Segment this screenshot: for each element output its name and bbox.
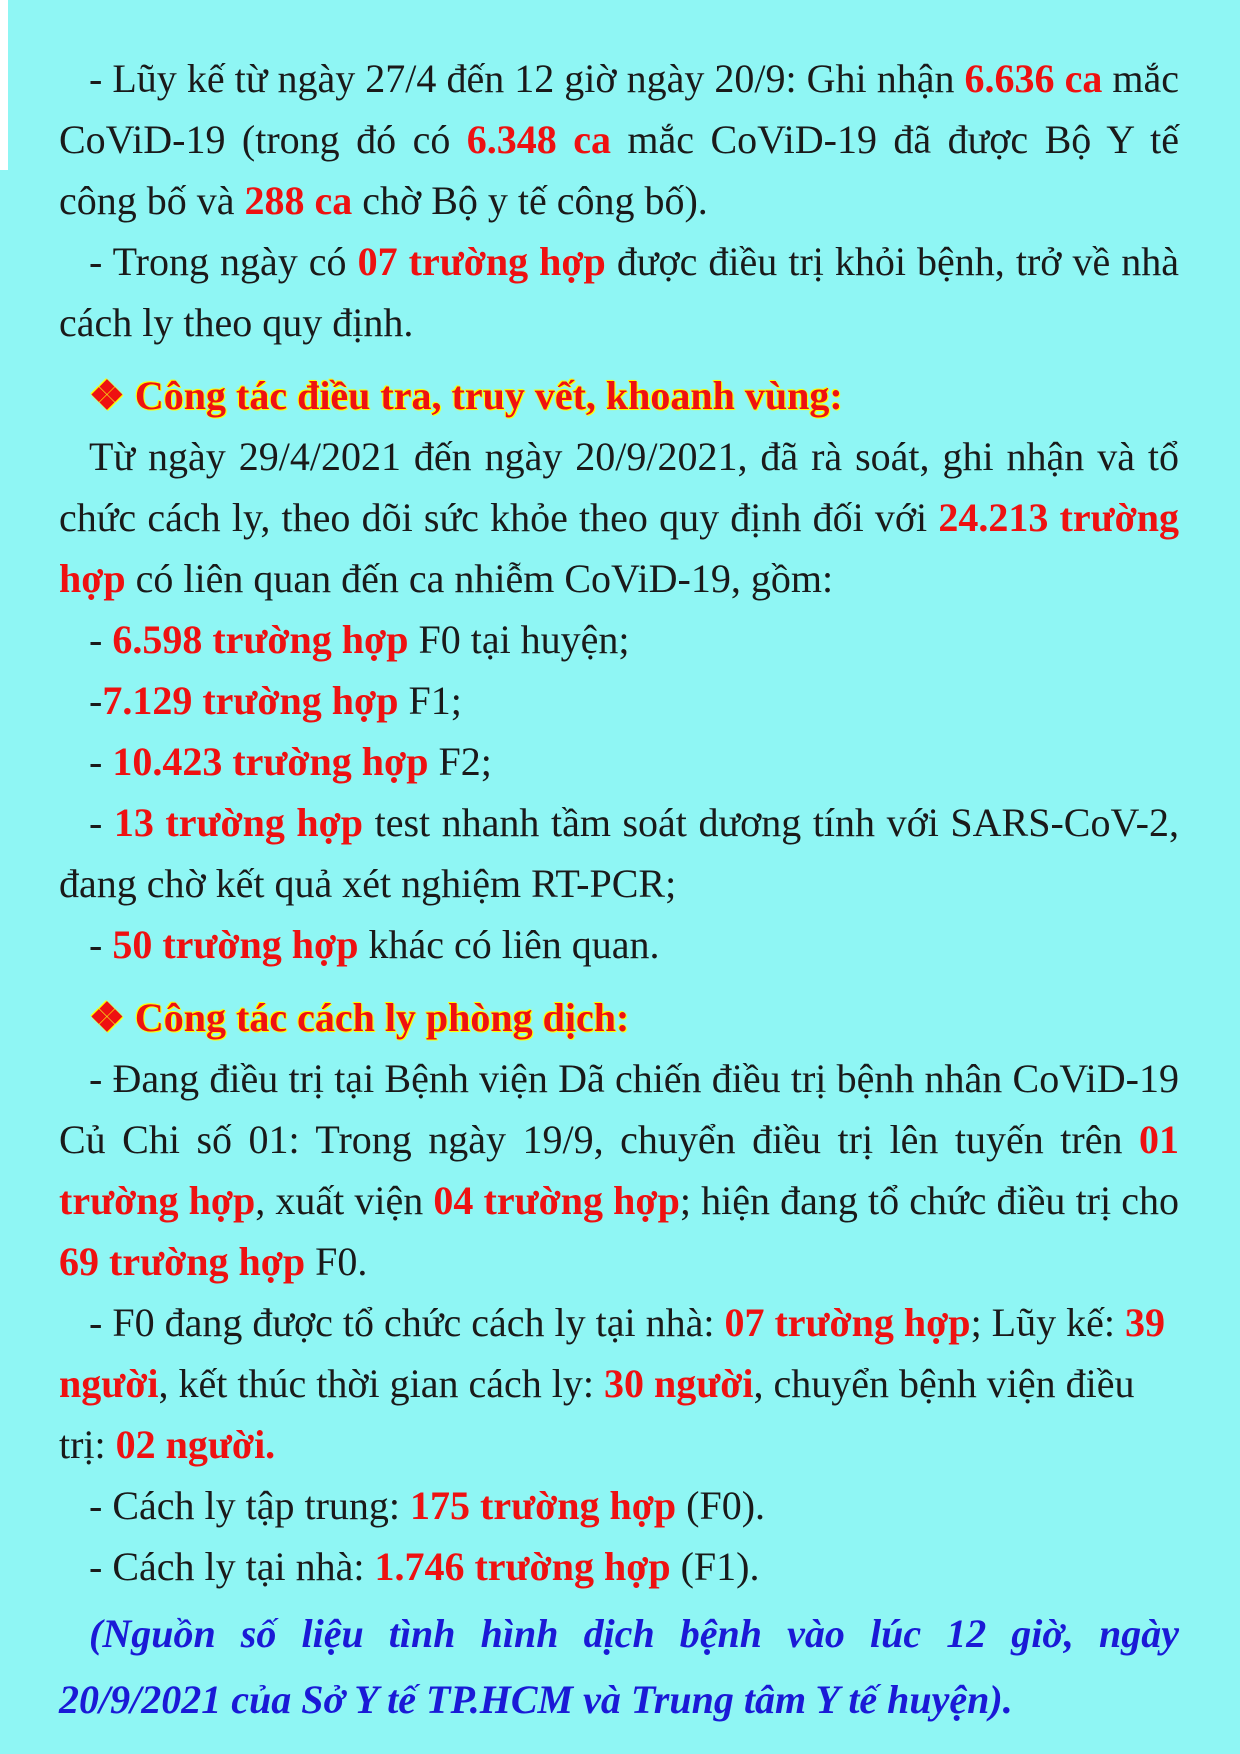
diamond-bullet-icon: ❖ <box>89 373 125 418</box>
home-quarantine-paragraph <box>59 1536 1179 1597</box>
text: , chuyển bệnh viện điều trị: <box>59 1361 1135 1467</box>
text: F0. <box>305 1239 368 1284</box>
treating-value: 69 trường hợp <box>59 1239 306 1284</box>
list-item-f1 <box>59 670 1179 731</box>
rapid-test-value: 13 trường hợp <box>113 800 364 845</box>
text: chờ Bộ y tế công bố). <box>352 178 708 223</box>
text: ; hiện đang tổ chức điều trị cho <box>679 1178 1180 1223</box>
section-heading-investigation <box>59 365 1179 426</box>
list-item-rapid-test <box>59 792 1179 914</box>
text: khác có liên quan. <box>358 922 660 967</box>
total-cases-value: 6.636 ca <box>964 56 1103 101</box>
pending-cases-value: 288 ca <box>244 178 353 223</box>
text: Từ ngày 29/4/2021 đến ngày 20/9/2021, đã rà soát, ghi nhận và tổ chức cách ly, theo dõi sức khỏe theo quy định đối với <box>59 434 1179 540</box>
text: (F0). <box>676 1483 766 1528</box>
text: , xuất viện <box>255 1178 434 1223</box>
section-heading-quarantine <box>59 987 1179 1048</box>
text: - <box>89 678 103 723</box>
text: - Đang điều trị tại Bệnh viện Dã chiến điều trị bệnh nhân CoViD-19 Củ Chi số 01: Trong ngày 19/9, chuyển điều trị lên tuyến trên <box>59 1056 1179 1162</box>
source-note: (Nguồn số liệu tình hình dịch bệnh vào lúc 12 giờ, ngày 20/9/2021 của Sở Y tế TP.HCM và Trung tâm Y tế huyện). <box>59 1611 1179 1722</box>
text: được điều trị khỏi bệnh, trở về nhà cách ly theo quy định. <box>59 239 1180 345</box>
text: - <box>89 922 113 967</box>
home-isolation-value: 07 trường hợp <box>724 1300 971 1345</box>
home-quarantine-value: 1.746 trường hợp <box>374 1544 671 1589</box>
text: - Cách ly tại nhà: <box>89 1544 375 1589</box>
recovered-paragraph <box>59 231 1179 353</box>
text: - F0 đang được tổ chức cách ly tại nhà: <box>89 1300 725 1345</box>
list-item-f2 <box>59 731 1179 792</box>
heading-text: Công tác cách ly phòng dịch: <box>134 995 630 1040</box>
text: - <box>89 800 114 845</box>
home-isolation-paragraph <box>59 1292 1179 1475</box>
hospital-paragraph <box>59 1048 1179 1292</box>
announced-cases-value: 6.348 ca <box>466 117 611 162</box>
discharged-value: 04 trường hợp <box>433 1178 680 1223</box>
related-cases-value: 24.213 trường hợp <box>59 495 1179 601</box>
text: - <box>89 739 113 784</box>
f2-value: 10.423 trường hợp <box>112 739 429 784</box>
centralized-value: 175 trường hợp <box>410 1483 677 1528</box>
text: , kết thúc thời gian cách ly: <box>158 1361 604 1406</box>
transferred-value: 01 trường hợp <box>59 1117 1179 1223</box>
f1-value: 7.129 trường hợp <box>102 678 399 723</box>
text: - Lũy kế từ ngày 27/4 đến 12 giờ ngày 20/9: Ghi nhận <box>89 56 965 101</box>
text: F0 tại huyện; <box>408 617 630 662</box>
other-value: 50 trường hợp <box>112 922 359 967</box>
text: ; Lũy kế: <box>970 1300 1125 1345</box>
corner-strip <box>0 0 8 170</box>
text: - <box>89 617 113 662</box>
heading-text: Công tác điều tra, truy vết, khoanh vùng: <box>134 373 843 418</box>
text: (F1). <box>670 1544 760 1589</box>
f0-value: 6.598 trường hợp <box>112 617 409 662</box>
cumulative-cases-paragraph <box>59 48 1179 231</box>
list-item-other <box>59 914 1179 975</box>
text: F1; <box>398 678 462 723</box>
text: mắc CoViD-19 (trong đó có <box>59 56 1180 162</box>
investigation-paragraph <box>59 426 1179 609</box>
cumulative-people-value: 39 người <box>59 1300 1165 1406</box>
hospital-transfer-value: 02 người. <box>115 1422 276 1467</box>
centralized-quarantine-paragraph <box>59 1475 1179 1536</box>
text: test nhanh tầm soát dương tính với SARS-CoV-2, đang chờ kết quả xét nghiệm RT-PCR; <box>59 800 1179 906</box>
text: mắc CoViD-19 đã được Bộ Y tế công bố và <box>59 117 1179 223</box>
recovered-value: 07 trường hợp <box>357 239 606 284</box>
text: - Trong ngày có <box>89 239 358 284</box>
list-item-f0 <box>59 609 1179 670</box>
text: F2; <box>428 739 492 784</box>
diamond-bullet-icon: ❖ <box>89 995 125 1040</box>
text: - Cách ly tập trung: <box>89 1483 411 1528</box>
document-body <box>59 48 1179 1733</box>
text: có liên quan đến ca nhiễm CoViD-19, gồm: <box>125 556 834 601</box>
completed-isolation-value: 30 người <box>603 1361 754 1406</box>
